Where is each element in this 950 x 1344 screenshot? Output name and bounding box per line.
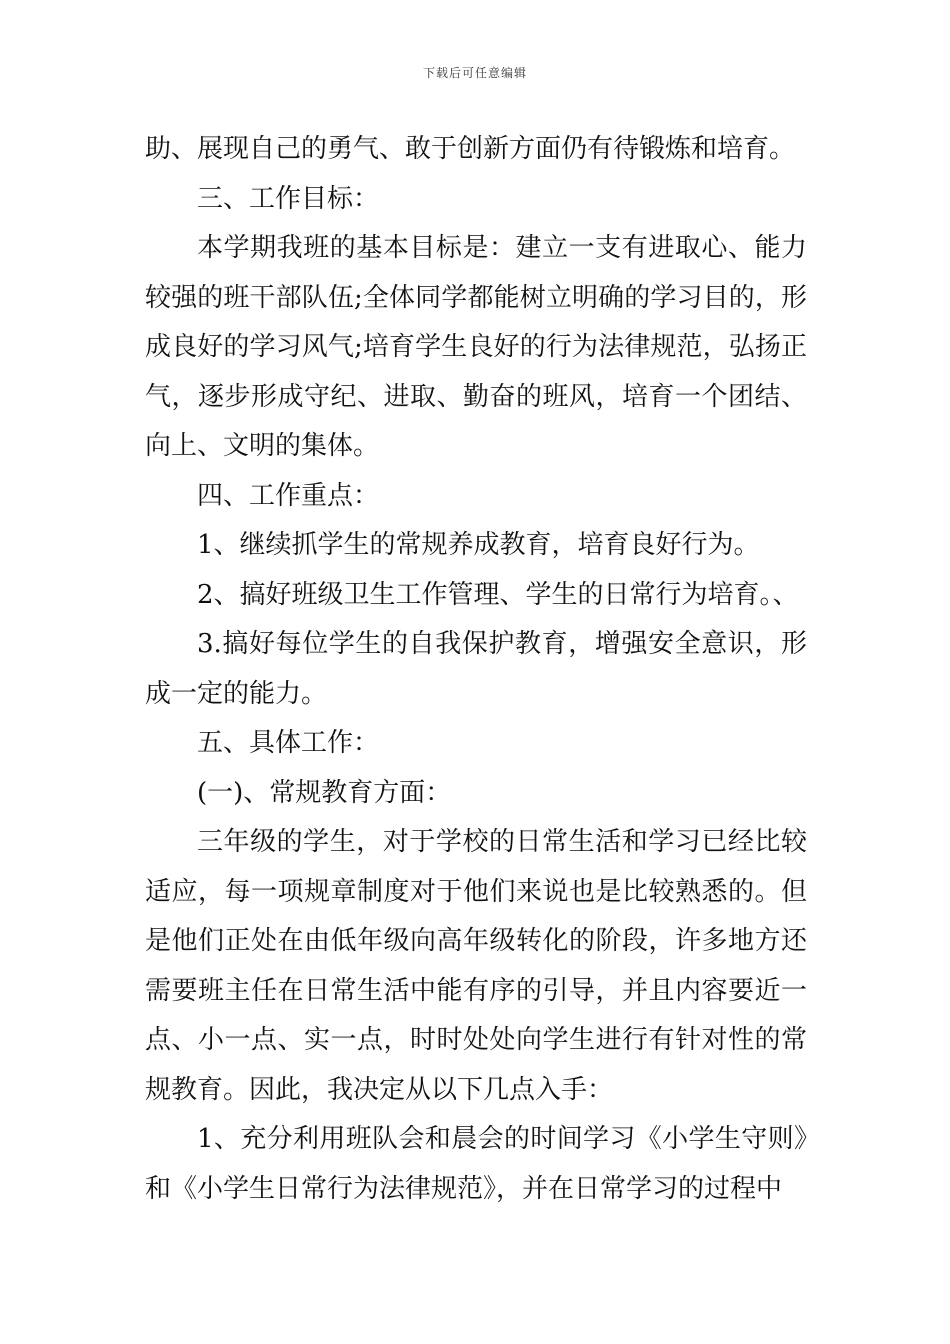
list-item-focus-3: 3.搞好每位学生的自我保护教育，增强安全意识，形成一定的能力。 <box>145 629 807 709</box>
page-header: 下载后可任意编辑 <box>422 66 527 80</box>
list-item-focus-1: 1、继续抓学生的常规养成教育，培育良好行为。 <box>197 530 760 560</box>
list-item-routine-1: 1、充分利用班队会和晨会的时间学习《小学生守则》和《小学生日常行为法律规范》，并在日常学习的过程中 <box>145 1124 807 1204</box>
section-heading-goals: 三、工作目标： <box>197 183 380 214</box>
paragraph-continuation: 助、展现自己的勇气、敢于创新方面仍有待锻炼和培育。 <box>145 134 796 164</box>
paragraph-routine: 三年级的学生，对于学校的日常生活和学习已经比较适应，每一项规章制度对于他们来说也是比较熟悉的。但是他们正处在由低年级向高年级转化的阶段，许多地方还需要班主任在日常生活中能有序的引导，并且内容要近一点、小一点、实一点，时时处处向学生进行有针对性的常规教育。因此，我决定从以下几点入手： <box>145 827 807 1105</box>
paragraph-goals: 本学期我班的基本目标是：建立一支有进取心、能力较强的班干部队伍;全体同学都能树立明确的学习目的，形成良好的学习风气;培育学生良好的行为法律规范，弘扬正气，逐步形成守纪、进取、勤奋的班风，培育一个团结、向上、文明的集体。 <box>145 233 807 461</box>
subsection-heading-routine: (一)、常规教育方面： <box>197 777 452 808</box>
section-heading-focus: 四、工作重点： <box>197 480 380 511</box>
list-item-focus-2: 2、搞好班级卫生工作管理、学生的日常行为培育。、 <box>197 579 799 610</box>
section-heading-work: 五、具体工作： <box>197 728 380 758</box>
document-body <box>145 125 807 1214</box>
